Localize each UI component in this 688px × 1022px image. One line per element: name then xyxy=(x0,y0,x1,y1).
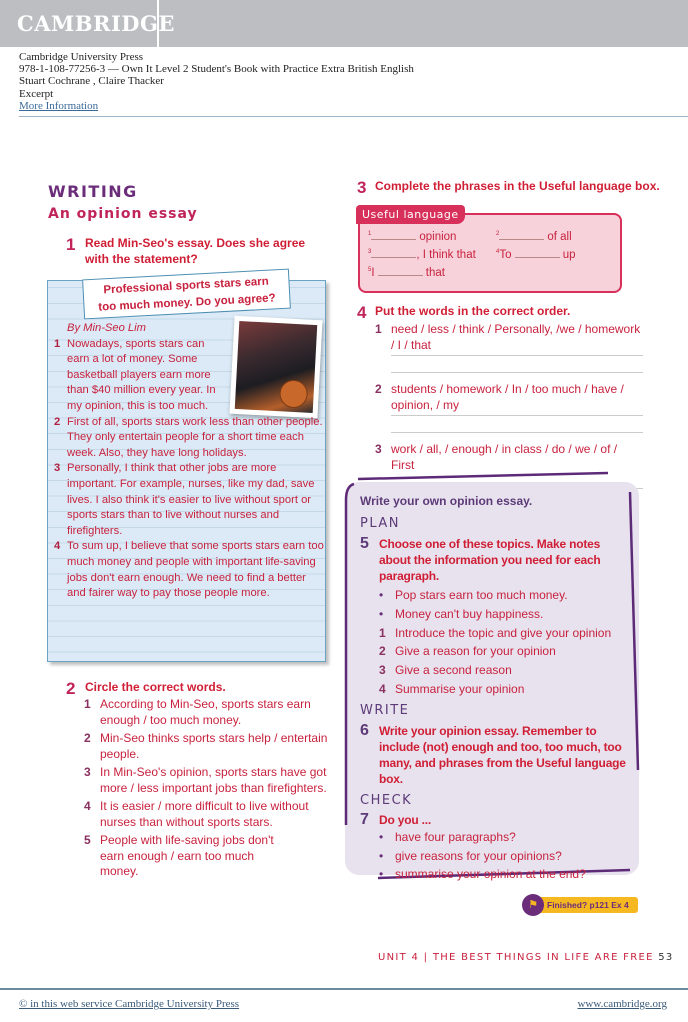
step-item xyxy=(379,642,632,661)
check-text: summarise your opinion at the end? xyxy=(395,867,586,882)
exercise-1-instruction: Read Min-Seo's essay. Does she agree with the statement? xyxy=(85,236,306,266)
phrase-text: of all xyxy=(547,231,572,243)
bullet-icon: • xyxy=(379,867,384,882)
phrase-text: To xyxy=(499,249,512,261)
list-item[interactable] xyxy=(84,833,284,880)
item-number: 1 xyxy=(84,697,91,711)
item-number: 2 xyxy=(84,731,91,745)
plan-list xyxy=(360,586,632,699)
paragraph-number: 4 xyxy=(54,540,61,553)
step-item xyxy=(379,680,632,699)
step-text: Summarise your opinion xyxy=(395,681,525,696)
item-text: People with life-saving jobs don't earn enough / earn too much money. xyxy=(100,833,274,878)
item-number: 2 xyxy=(375,382,382,396)
exercise-number: 5 xyxy=(360,535,369,552)
bullet-icon: • xyxy=(379,606,384,621)
section-title: WRITING xyxy=(48,182,138,201)
item-text: It is easier / more difficult to live without nurses than without sports stars. xyxy=(100,799,309,829)
item-text: According to Min-Seo, sports stars earn enough / too much money. xyxy=(100,697,311,727)
exercise-6-instruction: Write your opinion essay. Remember to include (not) enough and too, too much, too many, and phrases from the Useful language box. xyxy=(379,723,626,786)
exercise-number: 3 xyxy=(357,178,367,197)
step-number: 4 xyxy=(379,681,386,696)
exercise-6-row xyxy=(360,723,632,787)
exercise-5-row xyxy=(360,536,632,584)
exercise-3-instruction: Complete the phrases in the Useful language box. xyxy=(375,179,660,193)
phrase-5[interactable] xyxy=(368,267,445,279)
list-item xyxy=(375,382,643,413)
answer-line[interactable] xyxy=(391,432,643,433)
check-text: give reasons for your opinions? xyxy=(395,848,562,863)
cambridge-website-link[interactable]: www.cambridge.org xyxy=(577,998,667,1010)
item-number: 3 xyxy=(375,442,382,456)
step-number: 2 xyxy=(379,644,386,659)
page-footer xyxy=(378,952,674,963)
list-item xyxy=(375,442,643,473)
item-number: 1 xyxy=(375,322,382,336)
finished-badge: Finished? p121 Ex 4 xyxy=(530,897,638,913)
essay-text xyxy=(47,321,325,602)
card-line: Professional sports stars earn xyxy=(103,275,270,297)
useful-language-title: Useful language xyxy=(356,205,465,224)
bullet-icon: • xyxy=(379,829,384,844)
exercise-number: 1 xyxy=(66,235,76,254)
phrase-text: , I think that xyxy=(416,249,476,261)
exercise-number: 6 xyxy=(360,721,369,739)
section-subtitle: An opinion essay xyxy=(48,206,198,222)
answer-line[interactable] xyxy=(391,355,643,356)
check-list xyxy=(360,828,632,884)
topic-text: Pop stars earn too much money. xyxy=(395,588,568,602)
step-item xyxy=(379,624,632,643)
exercise-2-list xyxy=(84,697,329,880)
paragraph-text: Personally, I think that other jobs are more important. For example, nurses, like my dad, save lives. I also think it's easier to live without sport or sports stars than to live without nurses and firefighters. xyxy=(67,462,315,537)
exercise-7-instruction: Do you ... xyxy=(379,812,432,827)
item-text: need / less / think / Personally, /we / homework / I / that xyxy=(391,322,641,352)
step-item xyxy=(379,661,632,680)
answer-line[interactable] xyxy=(391,415,643,416)
exercise-2-instruction: Circle the correct words. xyxy=(85,680,226,694)
exercise-number: 2 xyxy=(66,679,76,698)
phrase-text: up xyxy=(562,249,576,261)
plan-heading: PLAN xyxy=(360,516,400,531)
phrase-3[interactable] xyxy=(368,249,476,261)
checkered-flag-icon: ⚑ xyxy=(522,894,544,916)
essay-paragraph xyxy=(47,337,229,415)
phrase-number: 3 xyxy=(368,249,372,256)
phrase-text: I xyxy=(371,267,375,279)
exercise-number: 4 xyxy=(357,303,367,322)
card-line: too much money. Do you agree? xyxy=(98,292,276,314)
write-task-content xyxy=(360,494,632,884)
cambridge-logo: CAMBRIDGE xyxy=(17,11,175,36)
exercise-4-list xyxy=(375,322,643,489)
step-number: 3 xyxy=(379,663,386,678)
phrase-1[interactable] xyxy=(368,231,456,243)
excerpt-label: Excerpt xyxy=(19,87,54,100)
paragraph-number: 1 xyxy=(54,337,61,350)
item-number: 5 xyxy=(84,833,91,847)
exercise-number: 7 xyxy=(360,810,369,828)
box-intro: Write your own opinion essay. xyxy=(360,494,533,508)
step-text: Give a second reason xyxy=(395,663,512,678)
divider xyxy=(19,116,688,117)
essay-paragraph xyxy=(47,415,325,462)
phrase-4[interactable] xyxy=(496,249,576,261)
book-meta xyxy=(19,51,414,112)
phrase-number: 2 xyxy=(496,231,500,238)
essay-paragraph xyxy=(47,539,325,601)
phrase-number: 5 xyxy=(368,267,372,274)
phrase-number: 1 xyxy=(368,231,372,238)
authors: Stuart Cochrane , Claire Thacker xyxy=(19,75,164,88)
step-text: Introduce the topic and give your opinion xyxy=(395,625,612,640)
step-text: Give a reason for your opinion xyxy=(395,644,556,659)
publisher: Cambridge University Press xyxy=(19,51,144,63)
byline: By Min-Seo Lim xyxy=(67,322,146,334)
topic-text: Money can't buy happiness. xyxy=(395,606,544,621)
answer-line[interactable] xyxy=(391,372,643,373)
phrase-text: that xyxy=(425,267,445,279)
item-text: In Min-Seo's opinion, sports stars have got more / less important jobs than firefighters. xyxy=(100,765,327,795)
page-number: 53 xyxy=(658,952,674,963)
check-heading: CHECK xyxy=(360,792,413,808)
phrase-number: 4 xyxy=(496,249,500,256)
write-heading: WRITE xyxy=(360,702,410,718)
unit-title: UNIT 4 | THE BEST THINGS IN LIFE ARE FREE xyxy=(378,952,654,963)
exercise-7-row xyxy=(360,812,632,828)
item-number: 4 xyxy=(84,799,91,813)
list-item[interactable] xyxy=(84,731,329,762)
item-number: 3 xyxy=(84,765,91,779)
item-text: Min-Seo thinks sports stars help / entertain people. xyxy=(100,731,328,761)
copyright-link[interactable]: © in this web service Cambridge University Press xyxy=(19,998,240,1010)
paragraph-text: First of all, sports stars work less than other people. They only entertain people for a short time each week. Also, they have long holidays. xyxy=(67,415,323,459)
paragraph-number: 3 xyxy=(54,462,61,475)
check-item xyxy=(379,847,632,866)
item-text: work / all, / enough / in class / do / we / of / First xyxy=(391,442,618,472)
step-number: 1 xyxy=(379,625,386,640)
check-item xyxy=(379,865,632,884)
list-item[interactable] xyxy=(84,765,329,796)
bullet-icon: • xyxy=(379,588,384,602)
item-text: students / homework / In / too much / have / opinion, / my xyxy=(391,382,624,412)
paragraph-text: Nowadays, sports stars can earn a lot of money. Some basketball players earn more than $40 million every year. In my opinion, this is too much. xyxy=(67,337,216,412)
paragraph-number: 2 xyxy=(54,415,61,428)
essay-paragraph xyxy=(47,461,325,539)
exercise-4-instruction: Put the words in the correct order. xyxy=(375,304,571,318)
phrase-2[interactable] xyxy=(496,231,572,243)
paragraph-text: To sum up, I believe that some sports stars earn too much money and people with important life-saving jobs don't earn enough. We need to find a better and fairer way to pay those people more. xyxy=(67,540,324,600)
topic-item xyxy=(379,605,632,624)
list-item xyxy=(375,322,643,353)
footer-divider xyxy=(0,988,688,990)
phrase-text: opinion xyxy=(419,231,457,243)
header-banner xyxy=(0,0,688,47)
bullet-icon: • xyxy=(379,848,384,863)
topic-item xyxy=(379,586,632,605)
isbn-title: 978-1-108-77256-3 — Own It Level 2 Student's Book with Practice Extra British English xyxy=(19,63,414,76)
check-item xyxy=(379,828,632,847)
more-information-link[interactable]: More Information xyxy=(19,99,99,112)
check-text: have four paragraphs? xyxy=(395,829,516,844)
exercise-5-instruction: Choose one of these topics. Make notes about the information you need for each paragraph. xyxy=(379,537,601,583)
list-item[interactable] xyxy=(84,697,329,728)
list-item[interactable] xyxy=(84,799,329,830)
